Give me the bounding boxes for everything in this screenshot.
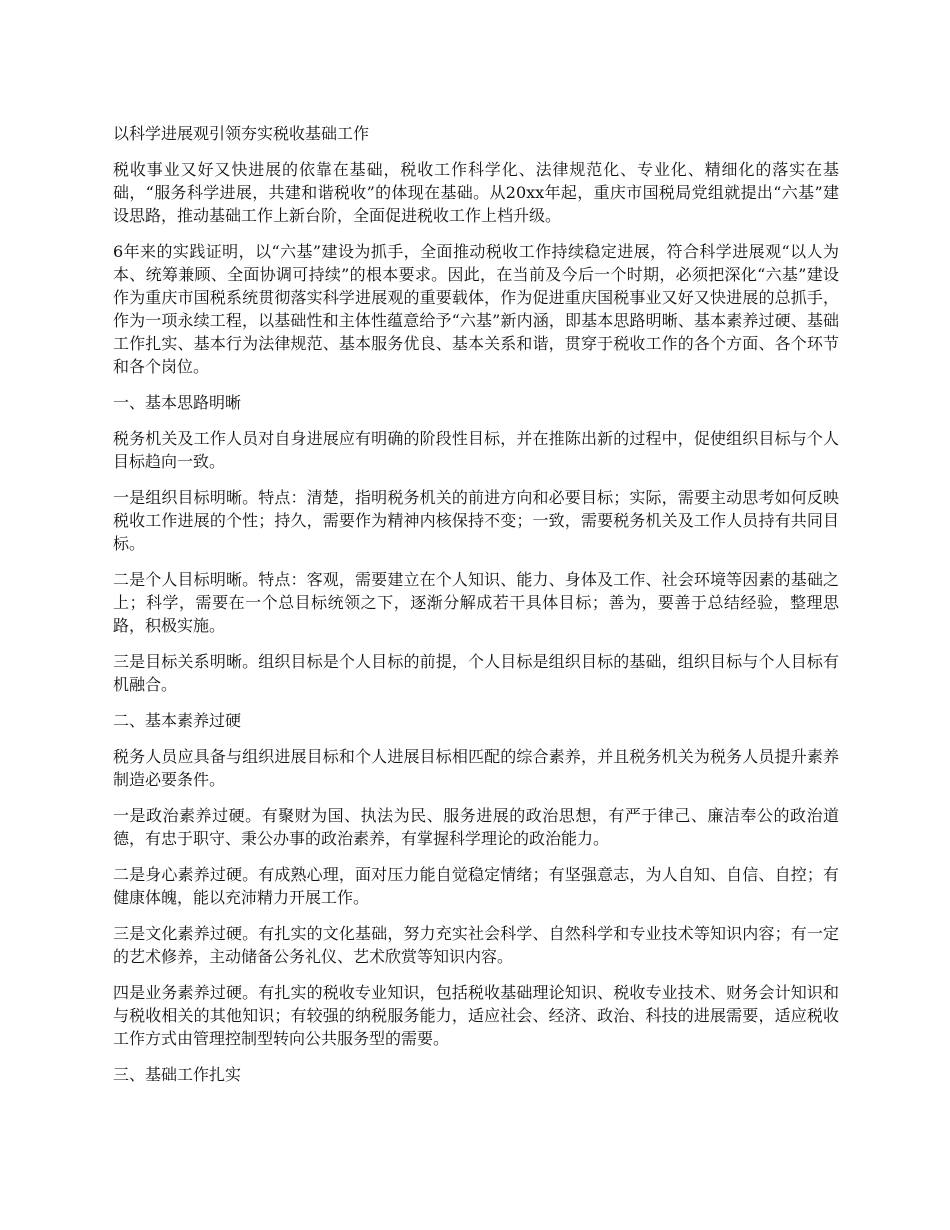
paragraph-goal-relation: 三是目标关系明晰。组织目标是个人目标的前提，个人目标是组织目标的基础，组织目标与个人目标有机融合。 [113, 652, 839, 694]
paragraph-political-quality: 一是政治素养过硬。有聚财为国、执法为民、服务进展的政治思想，有严于律己、廉洁奉公的政治道德，有忠于职守、秉公办事的政治素养，有掌握科学理论的政治能力。 [113, 806, 839, 848]
paragraph-business-quality: 四是业务素养过硬。有扎实的税收专业知识，包括税收基础理论知识、税收专业技术、财务会计知识和与税收相关的其他知识；有较强的纳税服务能力，适应社会、经济、政治、科技的进展需要，适应税收工作方式由管理控制型转向公共服务型的需要。 [113, 983, 839, 1048]
paragraph-org-goal: 一是组织目标明晰。特点：清楚，指明税务机关的前进方向和必要目标；实际，需要主动思考如何反映税收工作进展的个性；持久，需要作为精神内核保持不变；一致，需要税务机关及工作人员持有共同目标。 [113, 488, 839, 553]
section-heading-2: 二、基本素养过硬 [113, 711, 242, 730]
paragraph-intro: 税收事业又好又快进展的依靠在基础，税收工作科学化、法律规范化、专业化、精细化的落实在基础，“服务科学进展，共建和谐税收”的体现在基础。从20xx年起，重庆市国税局党组就提出“六基”建设思路，推动基础工作上新台阶，全面促进税收工作上档升级。 [113, 160, 839, 225]
paragraph-personal-goal: 二是个人目标明晰。特点：客观，需要建立在个人知识、能力、身体及工作、社会环境等因素的基础之上；科学，需要在一个总目标统领之下，逐渐分解成若干具体目标；善为，要善于总结经验，整理思路，积极实施。 [113, 570, 839, 635]
section-heading-3: 三、基础工作扎实 [113, 1065, 242, 1084]
paragraph-practice: 6年来的实践证明，以“六基”建设为抓手，全面推动税收工作持续稳定进展，符合科学进展观“以人为本、统筹兼顾、全面协调可持续”的根本要求。因此，在当前及今后一个时期，必须把深化“六基”建设作为重庆市国税系统贯彻落实科学进展观的重要载体，作为促进重庆国税事业又好又快进展的总抓手，作为一项永续工程，以基础性和主体性蕴意给予“六基”新内涵，即基本思路明晰、基本素养过硬、基础工作扎实、基本行为法律规范、基本服务优良、基本关系和谐，贯穿于税收工作的各个方面、各个环节和各个岗位。 [113, 242, 839, 376]
paragraph-section2-intro: 税务人员应具备与组织进展目标和个人进展目标相匹配的综合素养，并且税务机关为税务人员提升素养制造必要条件。 [113, 747, 839, 789]
paragraph-mind-body-quality: 二是身心素养过硬。有成熟心理，面对压力能自觉稳定情绪；有坚强意志，为人自知、自信、自控；有健康体魄，能以充沛精力开展工作。 [113, 865, 839, 907]
document-title: 以科学进展观引领夯实税收基础工作 [113, 124, 370, 143]
paragraph-section1-intro: 税务机关及工作人员对自身进展应有明确的阶段性目标，并在推陈出新的过程中，促使组织目标与个人目标趋向一致。 [113, 429, 839, 471]
section-heading-1: 一、基本思路明晰 [113, 393, 242, 412]
document-page [113, 122, 839, 1099]
paragraph-cultural-quality: 三是文化素养过硬。有扎实的文化基础，努力充实社会科学、自然科学和专业技术等知识内容；有一定的艺术修养，主动储备公务礼仪、艺术欣赏等知识内容。 [113, 924, 839, 966]
